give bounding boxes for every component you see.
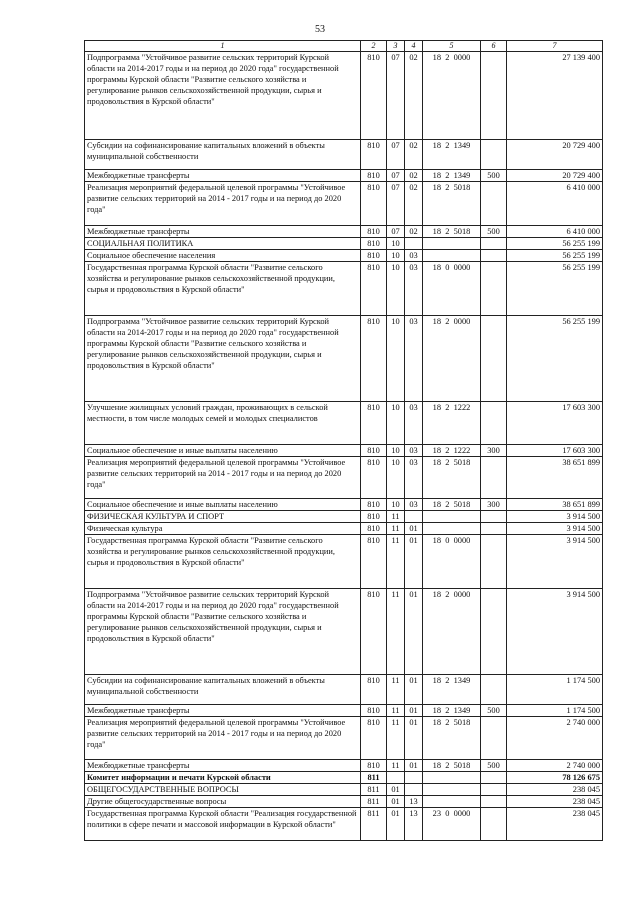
expense-type-code <box>481 511 507 523</box>
expense-type-code <box>481 675 507 705</box>
row-name: Межбюджетные трансферты <box>85 226 361 238</box>
target-article-code: 18 2 5018 <box>423 457 481 499</box>
section-code: 10 <box>387 238 405 250</box>
section-code: 10 <box>387 499 405 511</box>
subsection-code: 01 <box>405 705 423 717</box>
table-row <box>85 589 603 675</box>
section-code: 10 <box>387 445 405 457</box>
subsection-code: 13 <box>405 808 423 841</box>
subsection-code: 01 <box>405 523 423 535</box>
section-code: 10 <box>387 262 405 316</box>
row-name: Другие общегосударственные вопросы <box>85 796 361 808</box>
subsection-code: 01 <box>405 760 423 772</box>
section-code: 07 <box>387 226 405 238</box>
row-name: Субсидии на софинансирование капитальных вложений в объекты муниципальной собственности <box>85 675 361 705</box>
amount: 17 603 300 <box>507 445 603 457</box>
expense-type-code <box>481 182 507 226</box>
admin-code: 810 <box>361 589 387 675</box>
expense-type-code <box>481 250 507 262</box>
subsection-code: 03 <box>405 402 423 445</box>
subsection-code: 01 <box>405 589 423 675</box>
section-code: 07 <box>387 52 405 140</box>
table-row <box>85 760 603 772</box>
expense-type-code: 500 <box>481 760 507 772</box>
row-name: Социальное обеспечение населения <box>85 250 361 262</box>
expense-type-code <box>481 589 507 675</box>
row-name: Комитет информации и печати Курской области <box>85 772 361 784</box>
admin-code: 810 <box>361 316 387 402</box>
expense-type-code <box>481 808 507 841</box>
table-row <box>85 511 603 523</box>
amount: 1 174 500 <box>507 705 603 717</box>
subsection-code: 02 <box>405 52 423 140</box>
amount: 17 603 300 <box>507 402 603 445</box>
row-name: Межбюджетные трансферты <box>85 170 361 182</box>
header-col-5: 5 <box>423 41 481 52</box>
admin-code: 810 <box>361 250 387 262</box>
amount: 2 740 000 <box>507 760 603 772</box>
subsection-code: 01 <box>405 717 423 760</box>
header-col-4: 4 <box>405 41 423 52</box>
row-name: Улучшение жилищных условий граждан, проживающих в сельской местности, в том числе молодых семей и молодых специалистов <box>85 402 361 445</box>
expense-type-code: 300 <box>481 499 507 511</box>
amount: 3 914 500 <box>507 535 603 589</box>
admin-code: 810 <box>361 445 387 457</box>
target-article-code: 18 2 0000 <box>423 589 481 675</box>
target-article-code: 18 2 5018 <box>423 499 481 511</box>
subsection-code <box>405 784 423 796</box>
amount: 38 651 899 <box>507 499 603 511</box>
section-code: 01 <box>387 784 405 796</box>
amount: 56 255 199 <box>507 238 603 250</box>
row-name: СОЦИАЛЬНАЯ ПОЛИТИКА <box>85 238 361 250</box>
section-code: 10 <box>387 250 405 262</box>
table-row <box>85 535 603 589</box>
amount: 38 651 899 <box>507 457 603 499</box>
header-col-7: 7 <box>507 41 603 52</box>
section-code: 07 <box>387 170 405 182</box>
target-article-code: 18 2 1222 <box>423 445 481 457</box>
section-code: 11 <box>387 705 405 717</box>
target-article-code: 18 2 1349 <box>423 170 481 182</box>
row-name: Подпрограмма "Устойчивое развитие сельских территорий Курской области на 2014-2017 годы и на период до 2020 года" государственной программы Курской области "Развитие сельского хозяйства и регулирование рынков сельскохозяйственной продукции, сырья и продовольствия в Курской области" <box>85 589 361 675</box>
row-name: Межбюджетные трансферты <box>85 705 361 717</box>
amount: 6 410 000 <box>507 226 603 238</box>
expense-type-code <box>481 402 507 445</box>
target-article-code: 18 2 5018 <box>423 226 481 238</box>
target-article-code: 18 2 5018 <box>423 760 481 772</box>
amount: 6 410 000 <box>507 182 603 226</box>
admin-code: 810 <box>361 140 387 170</box>
admin-code: 810 <box>361 238 387 250</box>
table-row <box>85 402 603 445</box>
subsection-code: 02 <box>405 170 423 182</box>
section-code: 11 <box>387 511 405 523</box>
subsection-code: 01 <box>405 535 423 589</box>
row-name: Реализация мероприятий федеральной целевой программы "Устойчивое развитие сельских территорий на 2014 - 2017 годы и на период до 2020 года" <box>85 182 361 226</box>
row-name: Реализация мероприятий федеральной целевой программы "Устойчивое развитие сельских территорий на 2014 - 2017 годы и на период до 2020 года" <box>85 717 361 760</box>
admin-code: 810 <box>361 402 387 445</box>
target-article-code: 18 2 1349 <box>423 675 481 705</box>
row-name: ОБЩЕГОСУДАРСТВЕННЫЕ ВОПРОСЫ <box>85 784 361 796</box>
admin-code: 810 <box>361 457 387 499</box>
target-article-code: 18 2 5018 <box>423 182 481 226</box>
expense-type-code <box>481 796 507 808</box>
admin-code: 811 <box>361 796 387 808</box>
admin-code: 810 <box>361 511 387 523</box>
admin-code: 810 <box>361 170 387 182</box>
admin-code: 810 <box>361 760 387 772</box>
expense-type-code <box>481 316 507 402</box>
subsection-code: 03 <box>405 457 423 499</box>
subsection-code <box>405 772 423 784</box>
subsection-code: 03 <box>405 262 423 316</box>
amount: 3 914 500 <box>507 511 603 523</box>
expense-type-code <box>481 523 507 535</box>
amount: 238 045 <box>507 784 603 796</box>
subsection-code <box>405 511 423 523</box>
section-code: 07 <box>387 140 405 170</box>
section-code: 11 <box>387 589 405 675</box>
amount: 20 729 400 <box>507 140 603 170</box>
amount: 56 255 199 <box>507 262 603 316</box>
table-row <box>85 717 603 760</box>
expense-type-code: 500 <box>481 170 507 182</box>
section-code: 11 <box>387 717 405 760</box>
table-row <box>85 705 603 717</box>
subsection-code: 02 <box>405 182 423 226</box>
target-article-code: 18 2 0000 <box>423 316 481 402</box>
section-code: 01 <box>387 808 405 841</box>
budget-table <box>84 40 603 841</box>
target-article-code <box>423 523 481 535</box>
subsection-code: 01 <box>405 675 423 705</box>
table-row <box>85 445 603 457</box>
expense-type-code <box>481 262 507 316</box>
admin-code: 810 <box>361 499 387 511</box>
row-name: Социальное обеспечение и иные выплаты населению <box>85 499 361 511</box>
subsection-code: 02 <box>405 140 423 170</box>
table-row <box>85 457 603 499</box>
header-col-6: 6 <box>481 41 507 52</box>
row-name: Социальное обеспечение и иные выплаты населению <box>85 445 361 457</box>
header-col-1: 1 <box>85 41 361 52</box>
admin-code: 810 <box>361 523 387 535</box>
admin-code: 810 <box>361 52 387 140</box>
expense-type-code: 500 <box>481 705 507 717</box>
table-row <box>85 808 603 841</box>
expense-type-code: 300 <box>481 445 507 457</box>
section-code: 11 <box>387 535 405 589</box>
row-name: Подпрограмма "Устойчивое развитие сельских территорий Курской области на 2014-2017 годы и на период до 2020 года" государственной программы Курской области "Развитие сельского хозяйства и регулирование рынков сельскохозяйственной продукции, сырья и продовольствия в Курской области" <box>85 316 361 402</box>
table-row <box>85 52 603 140</box>
table-row <box>85 262 603 316</box>
table-row <box>85 523 603 535</box>
table-row <box>85 675 603 705</box>
target-article-code <box>423 250 481 262</box>
admin-code: 810 <box>361 705 387 717</box>
admin-code: 810 <box>361 535 387 589</box>
target-article-code: 18 2 0000 <box>423 52 481 140</box>
amount: 3 914 500 <box>507 523 603 535</box>
subsection-code <box>405 238 423 250</box>
expense-type-code <box>481 784 507 796</box>
expense-type-code <box>481 140 507 170</box>
expense-type-code <box>481 238 507 250</box>
expense-type-code <box>481 717 507 760</box>
section-code: 10 <box>387 402 405 445</box>
admin-code: 810 <box>361 675 387 705</box>
section-code: 10 <box>387 457 405 499</box>
table-row <box>85 784 603 796</box>
section-code: 11 <box>387 523 405 535</box>
target-article-code <box>423 238 481 250</box>
target-article-code: 18 2 1349 <box>423 705 481 717</box>
row-name: Подпрограмма "Устойчивое развитие сельских территорий Курской области на 2014-2017 годы и на период до 2020 года" государственной программы Курской области "Развитие сельского хозяйства и регулирование рынков сельскохозяйственной продукции, сырья и продовольствия в Курской области" <box>85 52 361 140</box>
subsection-code: 13 <box>405 796 423 808</box>
target-article-code: 18 0 0000 <box>423 535 481 589</box>
admin-code: 811 <box>361 772 387 784</box>
header-col-3: 3 <box>387 41 405 52</box>
expense-type-code <box>481 535 507 589</box>
table-row <box>85 316 603 402</box>
subsection-code: 03 <box>405 250 423 262</box>
header-col-2: 2 <box>361 41 387 52</box>
page-number: 53 <box>315 24 325 35</box>
table-row <box>85 226 603 238</box>
target-article-code: 18 2 5018 <box>423 717 481 760</box>
section-code: 01 <box>387 796 405 808</box>
amount: 27 139 400 <box>507 52 603 140</box>
target-article-code <box>423 784 481 796</box>
subsection-code: 02 <box>405 226 423 238</box>
expense-type-code <box>481 457 507 499</box>
row-name: Межбюджетные трансферты <box>85 760 361 772</box>
expense-type-code <box>481 52 507 140</box>
amount: 2 740 000 <box>507 717 603 760</box>
admin-code: 811 <box>361 784 387 796</box>
amount: 1 174 500 <box>507 675 603 705</box>
table-row <box>85 250 603 262</box>
expense-type-code <box>481 772 507 784</box>
target-article-code <box>423 511 481 523</box>
table-row <box>85 772 603 784</box>
target-article-code <box>423 796 481 808</box>
row-name: Государственная программа Курской области "Развитие сельского хозяйства и регулирование рынков сельскохозяйственной продукции, сырья и продовольствия в Курской области" <box>85 262 361 316</box>
table-row <box>85 182 603 226</box>
table-row <box>85 140 603 170</box>
admin-code: 811 <box>361 808 387 841</box>
target-article-code: 18 0 0000 <box>423 262 481 316</box>
section-code: 11 <box>387 675 405 705</box>
admin-code: 810 <box>361 182 387 226</box>
subsection-code: 03 <box>405 499 423 511</box>
table-row <box>85 238 603 250</box>
row-name: Физическая культура <box>85 523 361 535</box>
header-row <box>85 41 603 52</box>
section-code: 07 <box>387 182 405 226</box>
amount: 56 255 199 <box>507 316 603 402</box>
row-name: Государственная программа Курской области "Развитие сельского хозяйства и регулирование рынков сельскохозяйственной продукции, сырья и продовольствия в Курской области" <box>85 535 361 589</box>
table-row <box>85 796 603 808</box>
subsection-code: 03 <box>405 445 423 457</box>
row-name: Субсидии на софинансирование капитальных вложений в объекты муниципальной собственности <box>85 140 361 170</box>
table-row <box>85 170 603 182</box>
row-name: ФИЗИЧЕСКАЯ КУЛЬТУРА И СПОРТ <box>85 511 361 523</box>
admin-code: 810 <box>361 717 387 760</box>
target-article-code: 23 0 0000 <box>423 808 481 841</box>
subsection-code: 03 <box>405 316 423 402</box>
target-article-code: 18 2 1222 <box>423 402 481 445</box>
section-code: 11 <box>387 760 405 772</box>
amount: 238 045 <box>507 808 603 841</box>
amount: 20 729 400 <box>507 170 603 182</box>
amount: 3 914 500 <box>507 589 603 675</box>
expense-type-code: 500 <box>481 226 507 238</box>
row-name: Государственная программа Курской области "Реализация государственной политики в сфере печати и массовой информации в Курской области" <box>85 808 361 841</box>
target-article-code <box>423 772 481 784</box>
amount: 238 045 <box>507 796 603 808</box>
target-article-code: 18 2 1349 <box>423 140 481 170</box>
section-code: 10 <box>387 316 405 402</box>
admin-code: 810 <box>361 262 387 316</box>
section-code <box>387 772 405 784</box>
amount: 78 126 675 <box>507 772 603 784</box>
admin-code: 810 <box>361 226 387 238</box>
row-name: Реализация мероприятий федеральной целевой программы "Устойчивое развитие сельских территорий на 2014 - 2017 годы и на период до 2020 года" <box>85 457 361 499</box>
amount: 56 255 199 <box>507 250 603 262</box>
table-row <box>85 499 603 511</box>
